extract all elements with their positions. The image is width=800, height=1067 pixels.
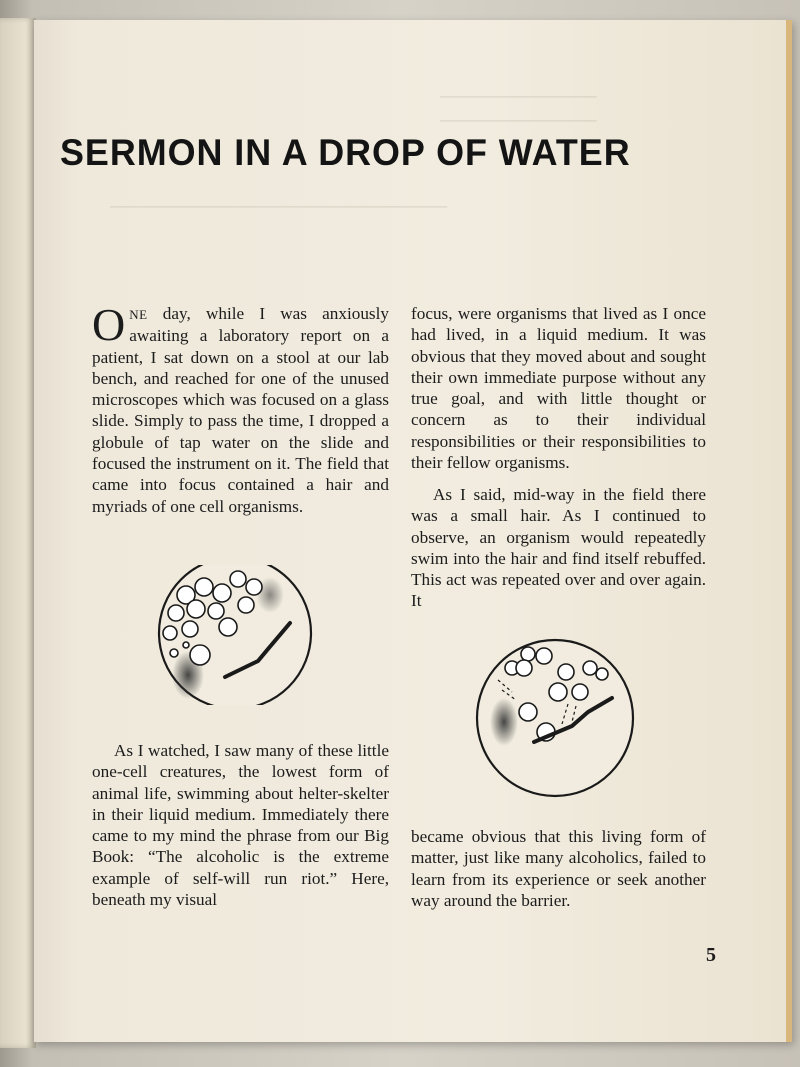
small-caps-lead: NE xyxy=(129,307,148,322)
paragraph-text: day, while I was anxiously awaiting a laboratory report on a patient, I sat down on a stool at our lab bench, and reached for one of the unused microscopes which was focused on a glass slide. Simply to pass the time, I dropped a globule of tap water on the slide and focused the instrument on it. The field that came into focus contained a hair and myriads of one cell organisms. xyxy=(92,304,389,516)
column1-paragraph2: As I watched, I saw many of these little one-cell creatures, the lowest form of animal life, swimming about helter-skelter in their liquid medium. Immediately there came to my mind the phrase from our Big Book: “The alcoholic is the extreme example of self-will run riot.” Here, beneath my visual xyxy=(92,741,389,910)
facing-page-edge xyxy=(0,18,36,1048)
show-through-texture: ───────────── xyxy=(440,111,597,130)
page-title: SERMON IN A DROP OF WATER xyxy=(60,132,631,173)
column2-paragraph3: became obvious that this living form of matter, just like many alcoholics, failed to learn from its experience or seek another way around the barrier. xyxy=(411,827,706,910)
show-through-texture: ──────────────────────────── xyxy=(110,197,448,216)
column1-paragraph1 xyxy=(92,299,389,517)
column2-paragraph1: focus, were organisms that lived as I once had lived, in a liquid medium. It was obvious that they moved about and sought their own immediate purpose without any true goal, and with little thought or concern as to their individual responsibilities or their responsibilities to their fellow organisms. xyxy=(411,304,706,473)
drop-cap: O xyxy=(92,299,126,350)
show-through-texture: ───────────── xyxy=(440,87,597,106)
column2-paragraph2: As I said, mid-way in the field there was a small hair. As I continued to observe, an organism would repeatedly swim into the hair and find itself rebuffed. This act was repeated over and over again. It xyxy=(411,485,706,611)
microscope-field-illustration-2 xyxy=(472,634,642,804)
microscope-field-illustration-1 xyxy=(150,565,320,705)
shading xyxy=(490,698,518,746)
page-number: 5 xyxy=(706,944,716,966)
